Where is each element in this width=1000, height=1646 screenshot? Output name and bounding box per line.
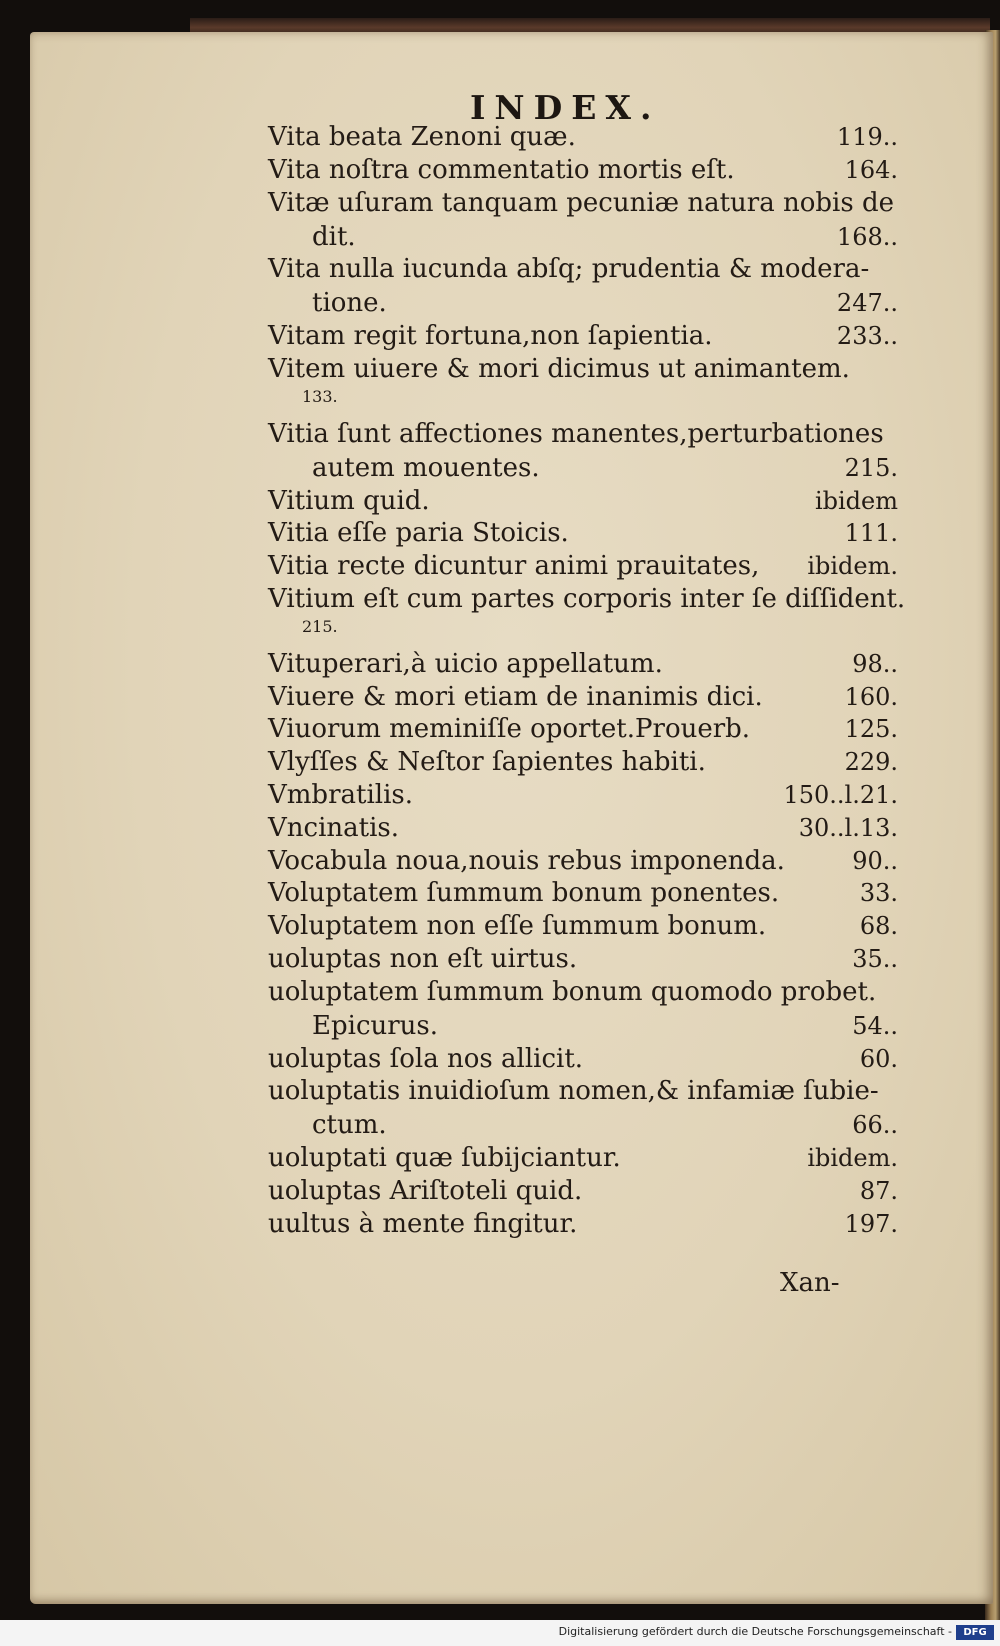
footer-bar (0, 1620, 1000, 1646)
entry-term: Vita noſtra commentatio mortis eſt. (268, 154, 735, 185)
entry-page-number: 30..l.13. (798, 813, 898, 842)
entry-page-number: 168.. (836, 222, 898, 251)
index-entry (268, 745, 898, 779)
index-entry (268, 680, 898, 714)
dfg-logo: DFG (956, 1625, 994, 1640)
index-entry (268, 811, 898, 845)
entry-page-number: ibidem. (807, 552, 898, 581)
entry-term: uultus à mente fingitur. (268, 1208, 578, 1239)
entry-term: uoluptas Ariſtoteli quid. (268, 1176, 583, 1206)
entry-continuation: tione. (312, 288, 387, 319)
entry-term: Vitia ſunt affectiones manentes,perturbationes (268, 418, 884, 449)
entry-term: Vitia eſſe paria Stoicis. (268, 518, 569, 549)
entry-term: uoluptas non eſt uirtus. (268, 944, 578, 974)
entry-page-number: ibidem. (807, 1144, 898, 1173)
entry-page-number: 164. (844, 155, 898, 184)
entry-term: Vncinatis. (268, 812, 400, 843)
entry-page-number: 119.. (836, 123, 898, 151)
index-entry (268, 582, 906, 638)
page-heading: INDEX. (470, 88, 661, 127)
index-entry (268, 153, 898, 187)
index-entry (268, 1174, 898, 1208)
entry-term: Vita nulla iucunda abſq; prudentia & modera- (268, 254, 870, 285)
index-entry (268, 975, 898, 1043)
index-entry (268, 1141, 898, 1175)
entry-page-number: 229. (844, 748, 898, 777)
entry-page-number: ibidem (814, 486, 898, 515)
index-entry (268, 417, 898, 485)
entry-page-number: 68. (859, 912, 898, 941)
entry-term: uoluptatis inuidioſum nomen,& infamiæ ſubie- (268, 1076, 879, 1107)
index-entry (268, 186, 898, 254)
entry-term: Vocabula noua,nouis rebus imponenda. (268, 845, 785, 876)
entry-page-number: 150..l.21. (783, 781, 898, 809)
entry-term: Vita beata Zenoni quæ. (268, 122, 576, 152)
entry-continuation: autem mouentes. (312, 452, 540, 483)
entry-page-number: 247.. (836, 289, 898, 318)
entry-term: uoluptatem ſummum bonum quomodo probet. (268, 976, 877, 1007)
entry-page-number: 215. (302, 617, 338, 636)
index-entry (268, 484, 898, 518)
entry-term: Vitam regit fortuna,non ſapientia. (268, 321, 713, 352)
entry-term: Vitium quid. (268, 485, 430, 516)
entry-term: Vlyſſes & Neſtor ſapientes habiti. (268, 747, 706, 778)
index-entry (268, 516, 898, 550)
entry-page-number: 87. (859, 1177, 898, 1205)
entry-term: Viuere & mori etiam de inanimis dici. (268, 681, 763, 712)
index-entry (268, 1074, 898, 1142)
entry-page-number: 125. (844, 715, 898, 744)
entry-page-number: 35.. (852, 945, 898, 973)
index-entry (268, 844, 898, 878)
entry-term: uoluptati quæ ſubijciantur. (268, 1143, 621, 1174)
funding-note: Digitalisierung gefördert durch die Deutsche Forschungsgemeinschaft - (558, 1625, 952, 1638)
catchword: Xan- (780, 1268, 840, 1298)
entry-term: Vmbratilis. (268, 780, 414, 810)
entry-continuation: Epicurus. (312, 1010, 439, 1041)
index-entry (268, 549, 898, 583)
index-entry (268, 120, 898, 154)
entry-page-number: 111. (844, 519, 898, 548)
entry-term: Vitium eſt cum partes corporis inter ſe diſſident. (268, 584, 906, 614)
index-entry (268, 319, 898, 353)
index-entry (268, 909, 898, 943)
index-entry (268, 712, 898, 746)
entry-term: Voluptatem ſummum bonum ponentes. (268, 878, 780, 909)
entry-term: uoluptas ſola nos allicit. (268, 1043, 584, 1074)
entry-page-number: 66.. (852, 1111, 898, 1140)
entry-term: Vituperari,à uicio appellatum. (268, 648, 663, 679)
entry-continuation: dit. (312, 221, 356, 252)
entry-page-number: 160. (844, 682, 898, 711)
index-entry (268, 252, 898, 320)
index-entry (268, 1042, 898, 1076)
entry-term: Vitem uiuere & mori dicimus ut animantem. (268, 354, 850, 384)
index-entry (268, 778, 898, 812)
entry-page-number: 197. (844, 1209, 898, 1238)
index-entry (268, 647, 898, 681)
index-entry (268, 1207, 898, 1241)
entry-page-number: 33. (859, 879, 898, 908)
entry-page-number: 60. (859, 1044, 898, 1073)
entry-page-number: 98.. (852, 649, 898, 678)
entry-page-number: 90.. (852, 846, 898, 875)
index-entry (268, 352, 898, 408)
entry-page-number: 215. (844, 453, 898, 482)
entry-continuation: ctum. (312, 1110, 387, 1141)
entry-page-number: 54.. (852, 1011, 898, 1040)
entry-page-number: 133. (302, 387, 338, 406)
entry-term: Voluptatem non eſſe ſummum bonum. (268, 911, 767, 942)
index-entry (268, 876, 898, 910)
entry-page-number: 233.. (836, 322, 898, 351)
index-entry (268, 942, 898, 976)
entry-term: Viuorum meminiſſe oportet.Prouerb. (268, 714, 751, 745)
entry-term: Vitæ uſuram tanquam pecuniæ natura nobis de (268, 187, 894, 218)
entry-term: Vitia recte dicuntur animi prauitates, (268, 551, 760, 582)
